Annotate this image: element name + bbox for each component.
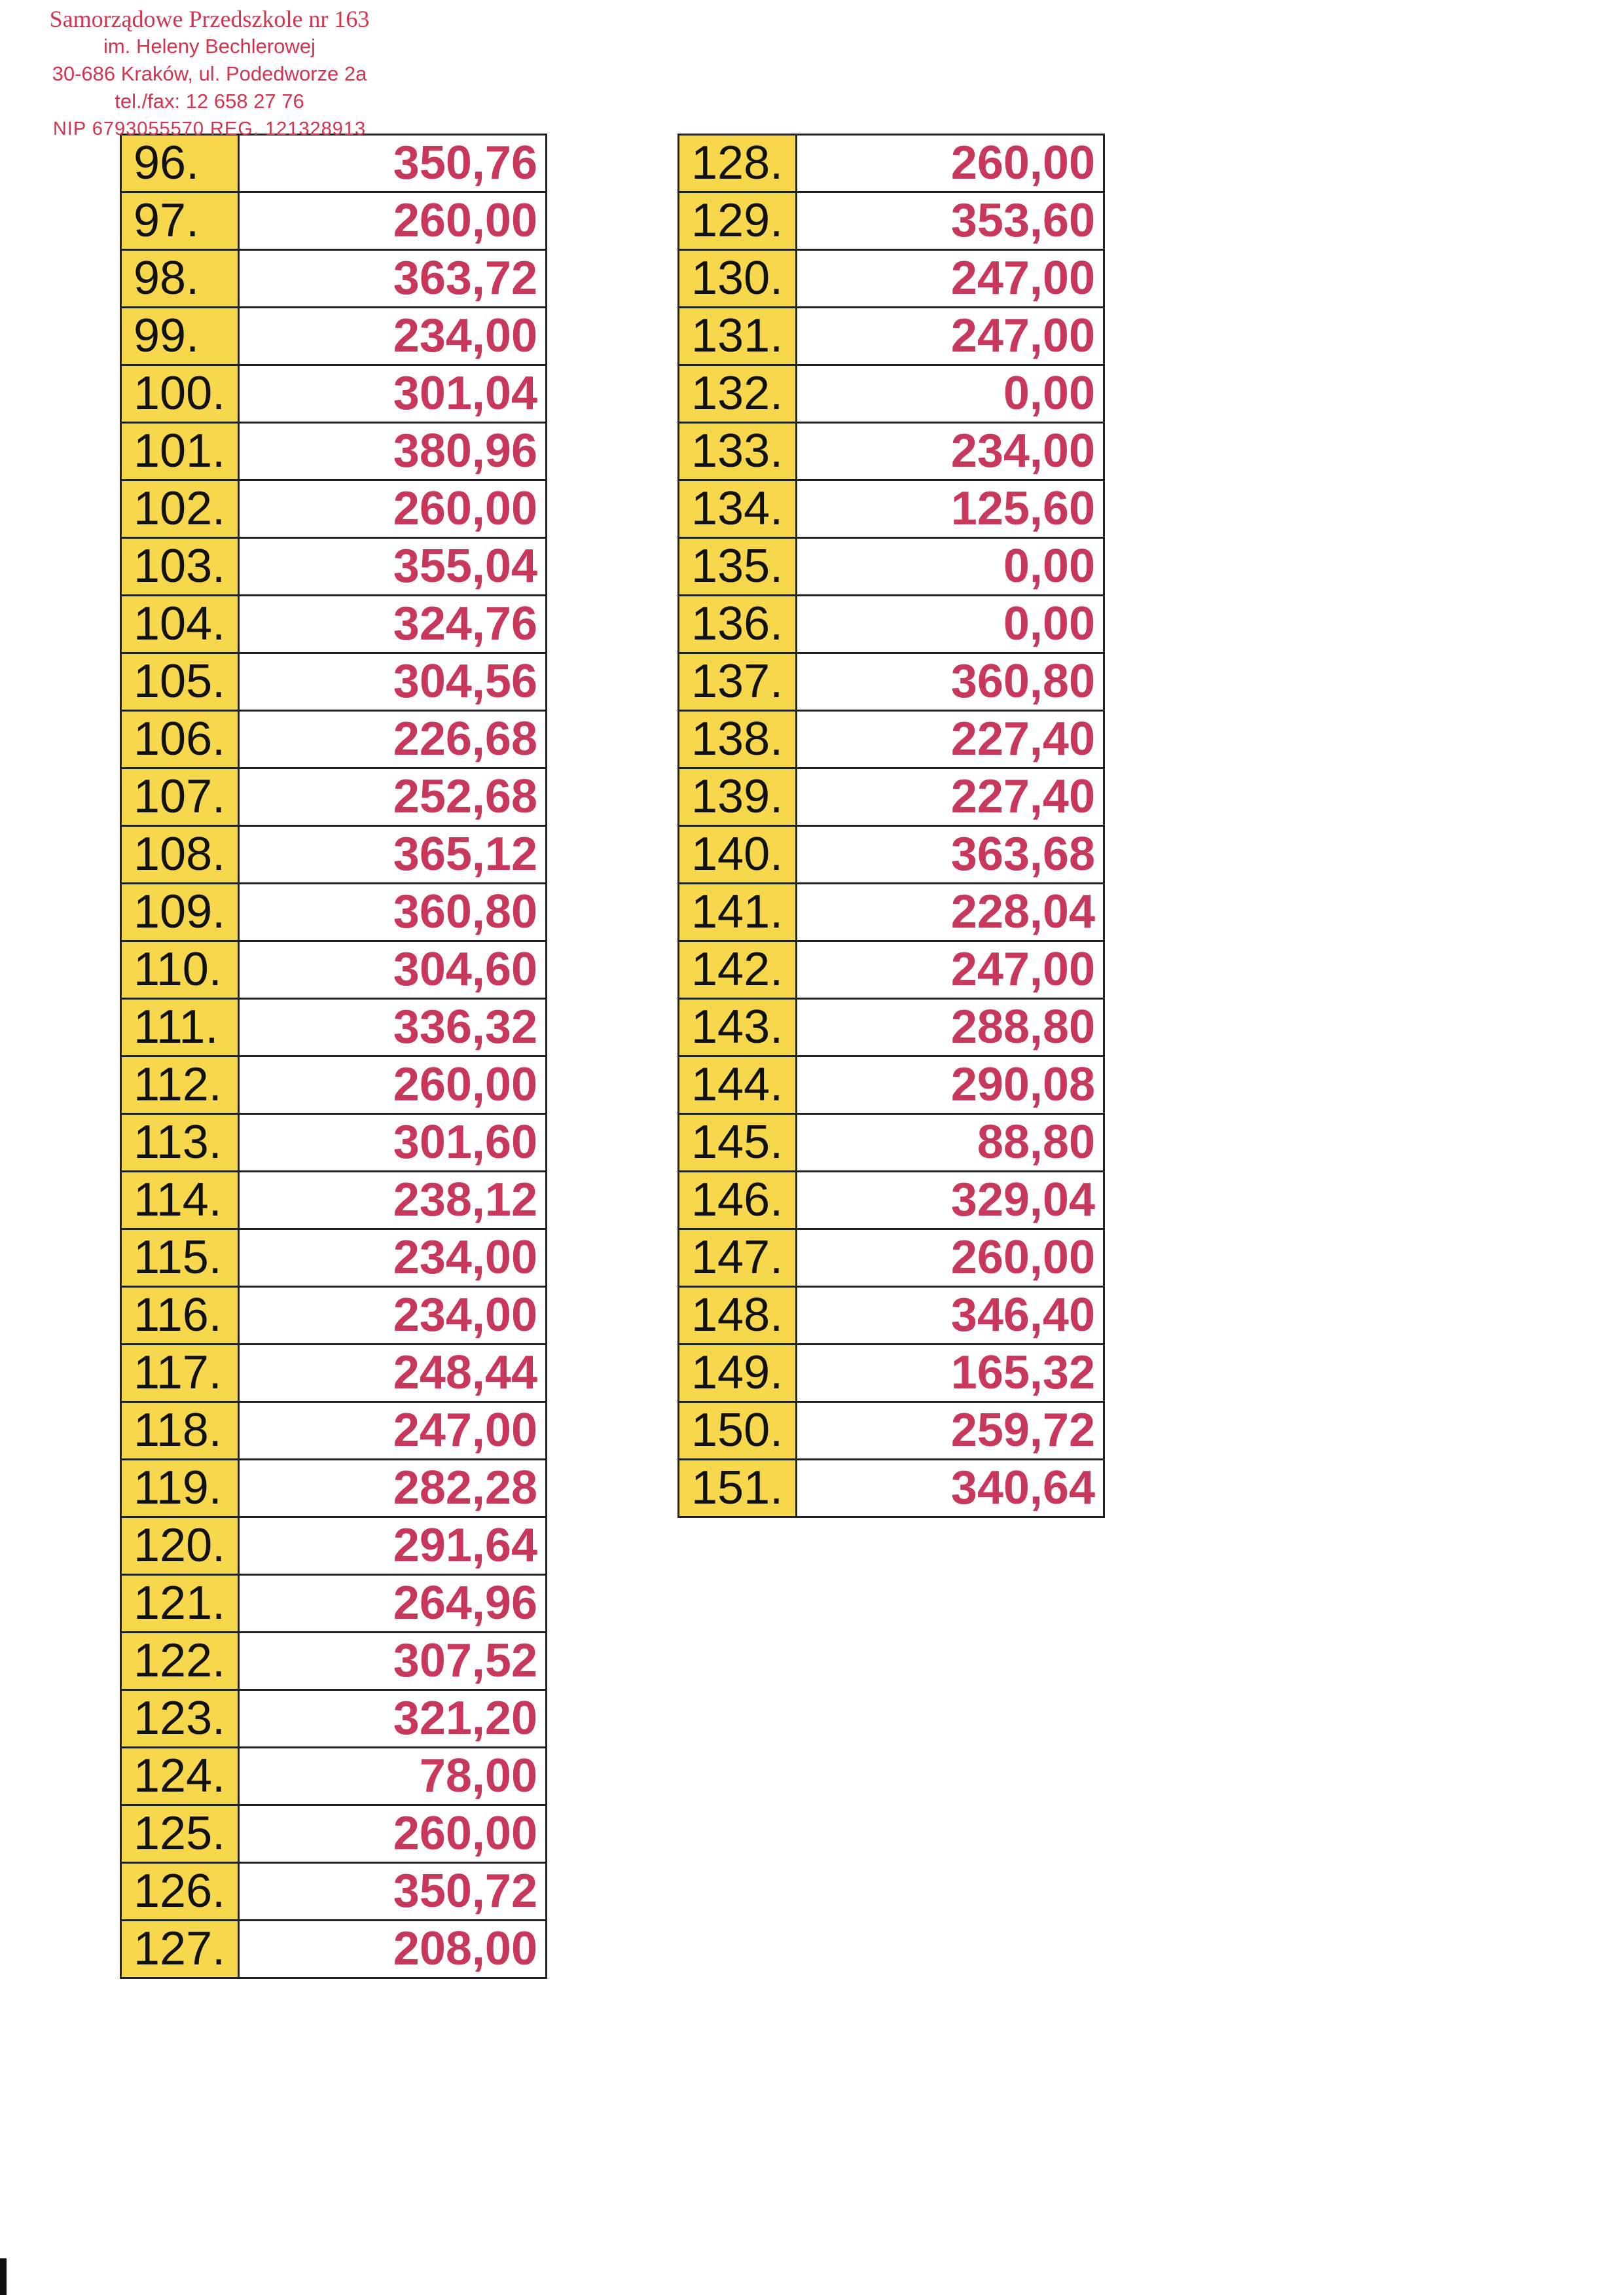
scan-edge-mark bbox=[0, 2258, 7, 2295]
table-row bbox=[121, 480, 547, 538]
row-number: 142. bbox=[679, 941, 797, 999]
row-amount: 247,00 bbox=[239, 1402, 547, 1460]
row-amount: 260,00 bbox=[239, 1057, 547, 1114]
row-number: 124. bbox=[121, 1748, 239, 1805]
row-amount: 165,32 bbox=[797, 1345, 1104, 1402]
table-row bbox=[679, 999, 1104, 1057]
table-row bbox=[121, 192, 547, 250]
row-number: 104. bbox=[121, 596, 239, 653]
row-amount: 227,40 bbox=[797, 711, 1104, 768]
row-number: 111. bbox=[121, 999, 239, 1057]
row-amount: 304,60 bbox=[239, 941, 547, 999]
table-row bbox=[121, 596, 547, 653]
row-number: 146. bbox=[679, 1172, 797, 1229]
row-amount: 259,72 bbox=[797, 1402, 1104, 1460]
row-amount: 260,00 bbox=[797, 135, 1104, 192]
row-amount: 353,60 bbox=[797, 192, 1104, 250]
stamp-line-patron: im. Heleny Bechlerowej bbox=[103, 35, 316, 58]
row-number: 141. bbox=[679, 884, 797, 941]
row-amount: 234,00 bbox=[797, 423, 1104, 480]
row-number: 116. bbox=[121, 1287, 239, 1345]
row-number: 140. bbox=[679, 826, 797, 884]
table-row bbox=[121, 1402, 547, 1460]
row-number: 105. bbox=[121, 653, 239, 711]
table-row bbox=[121, 1345, 547, 1402]
row-amount: 252,68 bbox=[239, 768, 547, 826]
row-number: 129. bbox=[679, 192, 797, 250]
row-number: 99. bbox=[121, 308, 239, 365]
row-amount: 234,00 bbox=[239, 1287, 547, 1345]
table-row bbox=[121, 1921, 547, 1978]
row-number: 117. bbox=[121, 1345, 239, 1402]
row-number: 148. bbox=[679, 1287, 797, 1345]
row-number: 127. bbox=[121, 1921, 239, 1978]
row-amount: 247,00 bbox=[797, 941, 1104, 999]
table-row bbox=[121, 768, 547, 826]
table-row bbox=[121, 365, 547, 423]
row-amount: 264,96 bbox=[239, 1575, 547, 1633]
table-row bbox=[679, 941, 1104, 999]
table-row bbox=[679, 1057, 1104, 1114]
row-amount: 247,00 bbox=[797, 308, 1104, 365]
row-number: 147. bbox=[679, 1229, 797, 1287]
table-row bbox=[679, 192, 1104, 250]
row-number: 107. bbox=[121, 768, 239, 826]
row-number: 135. bbox=[679, 538, 797, 596]
row-amount: 125,60 bbox=[797, 480, 1104, 538]
table-row bbox=[121, 884, 547, 941]
row-number: 98. bbox=[121, 250, 239, 308]
row-amount: 234,00 bbox=[239, 308, 547, 365]
table-row bbox=[679, 596, 1104, 653]
table-row bbox=[121, 826, 547, 884]
table-row bbox=[121, 711, 547, 768]
table-row bbox=[121, 1690, 547, 1748]
table-row bbox=[121, 423, 547, 480]
amounts-table-right-body bbox=[679, 135, 1104, 1517]
row-number: 121. bbox=[121, 1575, 239, 1633]
row-amount: 0,00 bbox=[797, 365, 1104, 423]
row-amount: 260,00 bbox=[797, 1229, 1104, 1287]
row-amount: 363,68 bbox=[797, 826, 1104, 884]
row-amount: 363,72 bbox=[239, 250, 547, 308]
row-number: 106. bbox=[121, 711, 239, 768]
row-amount: 365,12 bbox=[239, 826, 547, 884]
row-amount: 238,12 bbox=[239, 1172, 547, 1229]
row-amount: 260,00 bbox=[239, 480, 547, 538]
row-amount: 0,00 bbox=[797, 538, 1104, 596]
row-amount: 290,08 bbox=[797, 1057, 1104, 1114]
table-row bbox=[679, 423, 1104, 480]
row-number: 134. bbox=[679, 480, 797, 538]
table-row bbox=[121, 1863, 547, 1921]
row-amount: 346,40 bbox=[797, 1287, 1104, 1345]
row-number: 101. bbox=[121, 423, 239, 480]
table-row bbox=[121, 1460, 547, 1517]
row-number: 122. bbox=[121, 1633, 239, 1690]
amounts-table-left bbox=[120, 134, 547, 1979]
row-number: 102. bbox=[121, 480, 239, 538]
table-row bbox=[121, 1748, 547, 1805]
row-number: 96. bbox=[121, 135, 239, 192]
row-amount: 260,00 bbox=[239, 1805, 547, 1863]
table-row bbox=[679, 365, 1104, 423]
row-amount: 350,72 bbox=[239, 1863, 547, 1921]
row-number: 149. bbox=[679, 1345, 797, 1402]
stamp-line-address: 30-686 Kraków, ul. Podedworze 2a bbox=[52, 62, 367, 85]
row-amount: 307,52 bbox=[239, 1633, 547, 1690]
row-amount: 0,00 bbox=[797, 596, 1104, 653]
row-number: 120. bbox=[121, 1517, 239, 1575]
row-amount: 324,76 bbox=[239, 596, 547, 653]
table-row bbox=[121, 308, 547, 365]
row-amount: 234,00 bbox=[239, 1229, 547, 1287]
table-row bbox=[121, 1575, 547, 1633]
row-amount: 88,80 bbox=[797, 1114, 1104, 1172]
row-number: 100. bbox=[121, 365, 239, 423]
row-amount: 301,04 bbox=[239, 365, 547, 423]
row-number: 130. bbox=[679, 250, 797, 308]
table-row bbox=[121, 1517, 547, 1575]
row-number: 137. bbox=[679, 653, 797, 711]
row-number: 131. bbox=[679, 308, 797, 365]
row-amount: 329,04 bbox=[797, 1172, 1104, 1229]
table-row bbox=[121, 653, 547, 711]
row-amount: 228,04 bbox=[797, 884, 1104, 941]
row-amount: 336,32 bbox=[239, 999, 547, 1057]
table-row bbox=[121, 1805, 547, 1863]
row-number: 144. bbox=[679, 1057, 797, 1114]
row-number: 128. bbox=[679, 135, 797, 192]
row-number: 103. bbox=[121, 538, 239, 596]
row-amount: 227,40 bbox=[797, 768, 1104, 826]
row-amount: 78,00 bbox=[239, 1748, 547, 1805]
row-number: 115. bbox=[121, 1229, 239, 1287]
table-row bbox=[121, 250, 547, 308]
row-amount: 350,76 bbox=[239, 135, 547, 192]
row-number: 109. bbox=[121, 884, 239, 941]
table-row bbox=[679, 1172, 1104, 1229]
row-number: 123. bbox=[121, 1690, 239, 1748]
amounts-table-left-body bbox=[121, 135, 547, 1978]
stamp-line-registration: NIP 6793055570 REG. 121328913 bbox=[52, 118, 367, 139]
table-row bbox=[679, 653, 1104, 711]
row-number: 112. bbox=[121, 1057, 239, 1114]
table-row bbox=[679, 1402, 1104, 1460]
row-number: 133. bbox=[679, 423, 797, 480]
stamp-line-phone: tel./fax: 12 658 27 76 bbox=[115, 90, 304, 113]
table-row bbox=[679, 538, 1104, 596]
row-amount: 360,80 bbox=[797, 653, 1104, 711]
table-row bbox=[679, 308, 1104, 365]
row-amount: 360,80 bbox=[239, 884, 547, 941]
row-amount: 321,20 bbox=[239, 1690, 547, 1748]
row-number: 110. bbox=[121, 941, 239, 999]
row-amount: 260,00 bbox=[239, 192, 547, 250]
table-row bbox=[121, 1057, 547, 1114]
table-row bbox=[121, 538, 547, 596]
row-number: 108. bbox=[121, 826, 239, 884]
table-row bbox=[679, 135, 1104, 192]
row-amount: 248,44 bbox=[239, 1345, 547, 1402]
row-amount: 340,64 bbox=[797, 1460, 1104, 1517]
row-number: 114. bbox=[121, 1172, 239, 1229]
table-row bbox=[121, 1287, 547, 1345]
row-amount: 247,00 bbox=[797, 250, 1104, 308]
table-row bbox=[679, 1114, 1104, 1172]
table-row bbox=[121, 1172, 547, 1229]
table-row bbox=[679, 250, 1104, 308]
row-number: 119. bbox=[121, 1460, 239, 1517]
row-number: 126. bbox=[121, 1863, 239, 1921]
row-amount: 304,56 bbox=[239, 653, 547, 711]
table-row bbox=[679, 711, 1104, 768]
row-number: 118. bbox=[121, 1402, 239, 1460]
row-amount: 291,64 bbox=[239, 1517, 547, 1575]
row-number: 151. bbox=[679, 1460, 797, 1517]
table-row bbox=[121, 1633, 547, 1690]
row-number: 125. bbox=[121, 1805, 239, 1863]
table-row bbox=[121, 1114, 547, 1172]
stamp-line-name: Samorządowe Przedszkole nr 163 bbox=[49, 6, 370, 32]
amounts-table-right bbox=[677, 134, 1105, 1518]
table-row bbox=[679, 768, 1104, 826]
table-row bbox=[121, 1229, 547, 1287]
row-number: 150. bbox=[679, 1402, 797, 1460]
table-row bbox=[679, 826, 1104, 884]
row-number: 97. bbox=[121, 192, 239, 250]
table-row bbox=[121, 941, 547, 999]
row-amount: 282,28 bbox=[239, 1460, 547, 1517]
institution-stamp bbox=[26, 5, 393, 143]
table-row bbox=[679, 1345, 1104, 1402]
table-row bbox=[679, 1460, 1104, 1517]
row-amount: 226,68 bbox=[239, 711, 547, 768]
table-row bbox=[121, 135, 547, 192]
row-amount: 288,80 bbox=[797, 999, 1104, 1057]
row-number: 139. bbox=[679, 768, 797, 826]
table-row bbox=[679, 480, 1104, 538]
row-number: 138. bbox=[679, 711, 797, 768]
row-number: 145. bbox=[679, 1114, 797, 1172]
table-row bbox=[679, 884, 1104, 941]
row-amount: 380,96 bbox=[239, 423, 547, 480]
row-number: 113. bbox=[121, 1114, 239, 1172]
table-row bbox=[679, 1229, 1104, 1287]
row-amount: 355,04 bbox=[239, 538, 547, 596]
row-number: 143. bbox=[679, 999, 797, 1057]
table-row bbox=[679, 1287, 1104, 1345]
row-number: 136. bbox=[679, 596, 797, 653]
row-amount: 208,00 bbox=[239, 1921, 547, 1978]
table-row bbox=[121, 999, 547, 1057]
row-number: 132. bbox=[679, 365, 797, 423]
row-amount: 301,60 bbox=[239, 1114, 547, 1172]
